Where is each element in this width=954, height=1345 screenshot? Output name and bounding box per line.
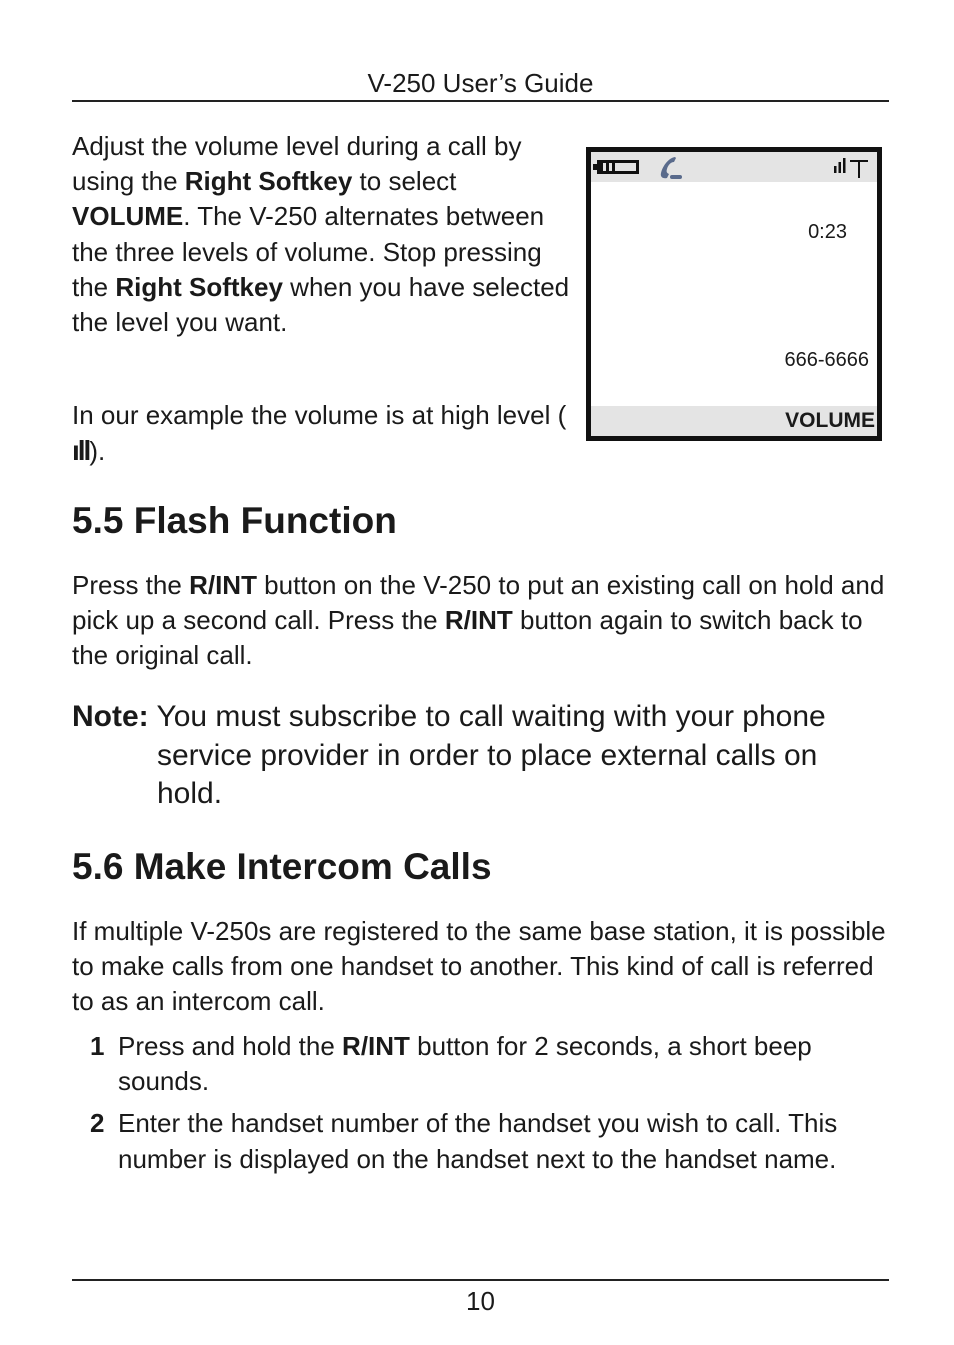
note-text: You must subscribe to call waiting with your phone service provider in order to place external calls on hold.	[148, 700, 826, 811]
volume-term: VOLUME	[72, 201, 184, 232]
intro-text: when you have selected the level you want.	[72, 271, 570, 338]
antenna-icon	[849, 158, 869, 178]
page-number: 10	[466, 1286, 495, 1316]
intercom-steps-list	[72, 1029, 890, 1177]
signal-icon	[833, 158, 847, 174]
step-text: Enter the handset number of the handset you wish to call. This number is displayed on the handset next to the handset name.	[118, 1108, 838, 1174]
intercom-intro-paragraph: If multiple V-250s are registered to the same base station, it is possible to make calls from one handset to another. This kind of call is referred to as an intercom call.	[72, 916, 886, 1017]
list-item	[72, 1106, 890, 1176]
softkey-bar	[591, 406, 877, 436]
intro-text: Adjust the volume level during a call by using the	[72, 131, 522, 197]
step-number: 2	[90, 1108, 105, 1139]
flash-function-heading: 5.5 Flash Function	[72, 500, 397, 541]
status-bar	[591, 152, 877, 182]
intro-paragraph	[72, 129, 572, 340]
list-item	[72, 1029, 890, 1099]
note-label: Note:	[72, 700, 149, 733]
step-text: button for 2 seconds, a short beep sounds.	[118, 1031, 812, 1097]
intro-text: to select	[352, 166, 457, 197]
volume-example-paragraph	[72, 398, 572, 469]
note-block	[72, 698, 890, 814]
header-title: V-250 User’s Guide	[367, 68, 594, 98]
right-softkey-term: Right Softkey	[184, 166, 353, 197]
flash-text: button again to switch back to the original call.	[72, 605, 863, 671]
call-timer: 0:23	[808, 221, 847, 243]
flash-text: button on the V-250 to put an existing call on hold and pick up a second call. Press the	[72, 570, 885, 636]
rint-term: R/INT	[444, 605, 513, 636]
right-softkey-term: Right Softkey	[115, 271, 283, 302]
step-text: Press and hold the	[118, 1031, 343, 1061]
intercom-calls-heading: 5.6 Make Intercom Calls	[72, 846, 492, 887]
rint-term: R/INT	[189, 570, 257, 600]
example-text: ).	[89, 436, 106, 467]
footer-rule	[72, 1279, 889, 1281]
header-rule	[72, 100, 889, 102]
volume-level-icon: ıll	[72, 435, 90, 467]
rint-term: R/INT	[342, 1031, 410, 1061]
handset-icon	[655, 155, 685, 181]
phone-screen-illustration	[586, 147, 882, 441]
flash-text: Press the	[72, 570, 190, 600]
dialed-number: 666-6666	[784, 349, 869, 371]
flash-function-paragraph	[72, 568, 890, 674]
right-softkey-label: VOLUME	[785, 409, 875, 432]
battery-icon	[597, 160, 639, 174]
intro-text: . The V-250 alternates between the three levels of volume. Stop pressing the	[72, 201, 545, 302]
example-text: In our example the volume is at high level (	[72, 400, 567, 430]
step-number: 1	[90, 1031, 105, 1061]
